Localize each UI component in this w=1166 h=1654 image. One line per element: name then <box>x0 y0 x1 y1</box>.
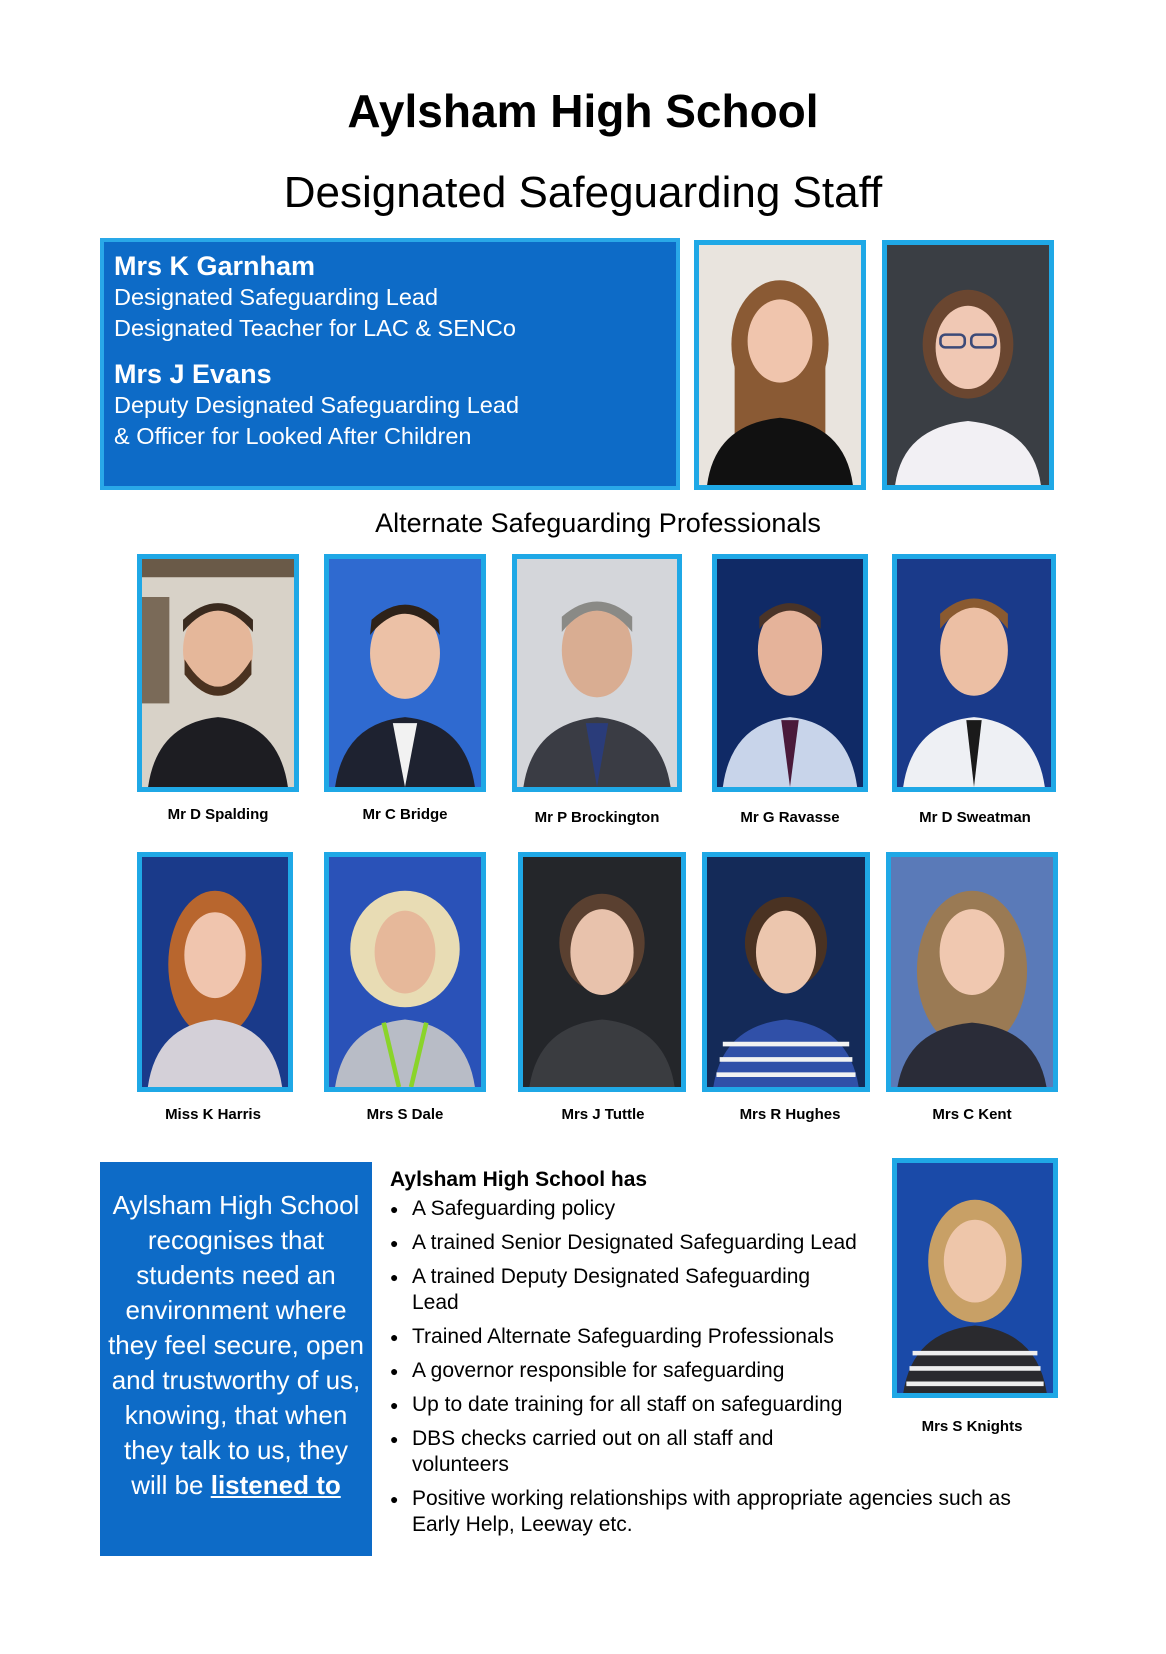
photo-c-bridge <box>324 554 486 792</box>
photo-s-knights <box>892 1158 1058 1398</box>
caption-c-bridge: Mr C Bridge <box>362 806 448 823</box>
deputy-photo <box>882 240 1054 490</box>
portrait-icon <box>329 559 481 787</box>
photo-d-spalding <box>137 554 299 792</box>
caption-j-tuttle: Mrs J Tuttle <box>561 1106 645 1123</box>
portrait-icon <box>717 559 863 787</box>
photo-p-brockington <box>512 554 682 792</box>
portrait-icon <box>707 857 865 1087</box>
alternates-heading: Alternate Safeguarding Professionals <box>375 508 821 538</box>
caption-s-knights: Mrs S Knights <box>921 1418 1023 1435</box>
caption-g-ravasse: Mr G Ravasse <box>740 809 840 826</box>
caption-s-dale: Mrs S Dale <box>366 1106 444 1123</box>
photo-c-kent <box>886 852 1058 1092</box>
portrait-icon <box>142 857 288 1087</box>
portrait-icon <box>523 857 681 1087</box>
deputy-name: Mrs J Evans <box>114 359 272 389</box>
photo-k-harris <box>137 852 293 1092</box>
list-item: ● Positive working relationships with appropriate agencies such as Early Help, Leeway etc. <box>390 1486 1062 1538</box>
list-item: ● DBS checks carried out on all staff and volunteers <box>390 1426 812 1478</box>
caption-r-hughes: Mrs R Hughes <box>739 1106 841 1123</box>
photo-s-dale <box>324 852 486 1092</box>
deputy-role-1: Deputy Designated Safeguarding Lead <box>114 392 520 418</box>
portrait-icon <box>517 559 677 787</box>
lead-photo <box>694 240 866 490</box>
provisions-heading: Aylsham High School has <box>390 1168 648 1191</box>
portrait-icon <box>142 559 294 787</box>
statement-emphasis: listened to <box>210 1470 341 1500</box>
photo-j-tuttle <box>518 852 686 1092</box>
portrait-icon <box>897 559 1051 787</box>
list-item: ● A trained Senior Designated Safeguarding Lead <box>390 1230 892 1256</box>
list-item: ● A trained Deputy Designated Safeguarding Lead <box>390 1264 852 1316</box>
page-subtitle: Designated Safeguarding Staff <box>283 168 883 217</box>
photo-r-hughes <box>702 852 870 1092</box>
recognition-statement <box>100 1162 372 1556</box>
lead-role-1: Designated Safeguarding Lead <box>114 284 439 310</box>
portrait-icon <box>699 245 861 485</box>
caption-d-sweatman: Mr D Sweatman <box>919 809 1031 826</box>
deputy-role-2: & Officer for Looked After Children <box>114 423 472 449</box>
caption-d-spalding: Mr D Spalding <box>167 806 269 823</box>
page-title: Aylsham High School <box>347 85 819 137</box>
portrait-icon <box>887 245 1049 485</box>
designated-leads-box <box>100 238 680 490</box>
statement-text: Aylsham High School recognises that students need an environment where they feel secure, open and trustworthy of us, knowing, that when they talk to us, they will be <box>108 1190 364 1500</box>
photo-d-sweatman <box>892 554 1056 792</box>
caption-k-harris: Miss K Harris <box>165 1106 261 1123</box>
photo-g-ravasse <box>712 554 868 792</box>
portrait-icon <box>897 1163 1053 1393</box>
list-item: ● Trained Alternate Safeguarding Professionals <box>390 1324 892 1350</box>
portrait-icon <box>891 857 1053 1087</box>
list-item: ● A governor responsible for safeguarding <box>390 1358 892 1384</box>
caption-p-brockington: Mr P Brockington <box>534 809 660 826</box>
caption-c-kent: Mrs C Kent <box>932 1106 1012 1123</box>
lead-role-2: Designated Teacher for LAC & SENCo <box>114 315 516 341</box>
portrait-icon <box>329 857 481 1087</box>
list-item: ● Up to date training for all staff on safeguarding <box>390 1392 892 1418</box>
list-item: ● A Safeguarding policy <box>390 1196 872 1222</box>
lead-name: Mrs K Garnham <box>114 251 316 281</box>
